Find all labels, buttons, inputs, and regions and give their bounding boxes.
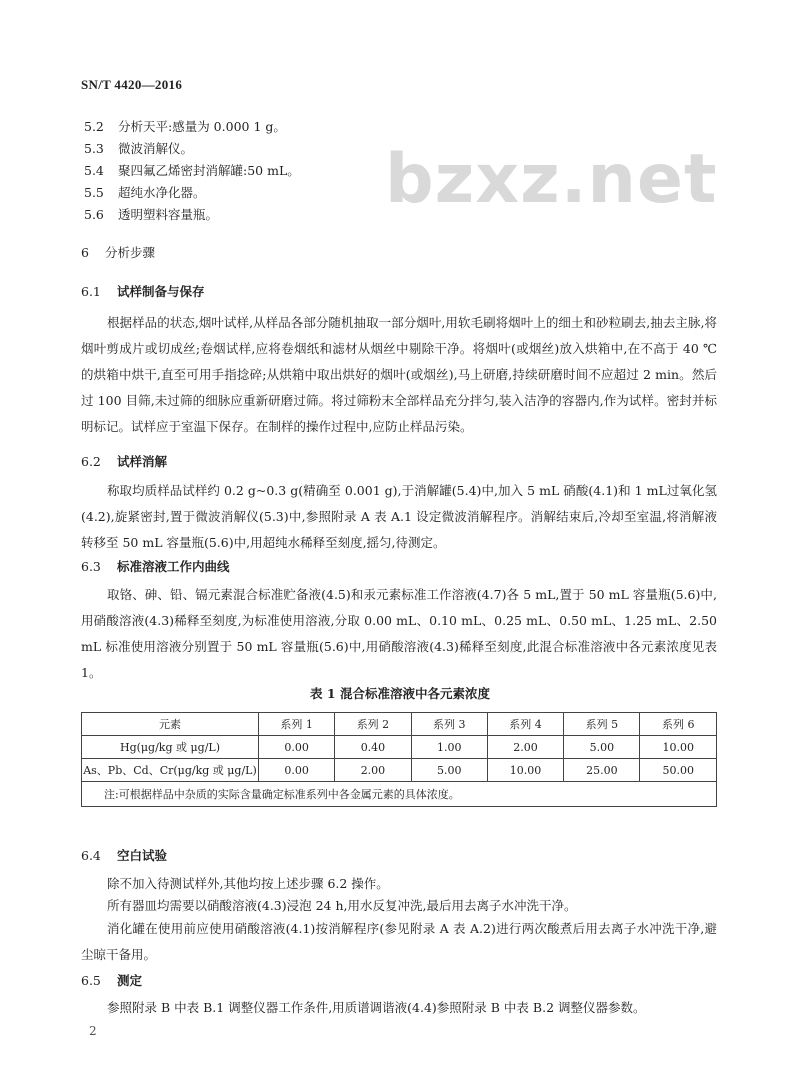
section-6-3-heading (81, 557, 230, 575)
paragraph-6-4-c: 消化罐在使用前应使用硝酸溶液(4.1)按消解程序(参见附录 A 表 A.2)进行两次酸煮后用去离子水冲洗干净,避尘晾干备用。 (81, 921, 717, 962)
table-header-cell: 系列 3 (411, 713, 487, 736)
section-6-2-heading (81, 452, 167, 470)
item-text: 透明塑料容量瓶。 (118, 207, 219, 222)
table-cell: 0.00 (259, 736, 335, 759)
section-number: 6 (81, 245, 89, 260)
item-text: 分析天平:感量为 0.000 1 g。 (118, 119, 286, 134)
table-cell: 2.00 (487, 736, 563, 759)
table-row (82, 759, 717, 782)
table-cell: 0.00 (259, 759, 335, 782)
table-cell: 0.40 (335, 736, 411, 759)
table-header-cell: 系列 2 (335, 713, 411, 736)
section-number: 6.1 (81, 284, 101, 299)
table-note-row (82, 782, 717, 807)
section-number: 6.2 (81, 454, 101, 469)
table-cell: Hg(μg/kg 或 μg/L) (82, 736, 259, 759)
table-title: 表 1 混合标准溶液中各元素浓度 (310, 686, 490, 701)
table-cell: 10.00 (487, 759, 563, 782)
table-header-cell: 系列 4 (487, 713, 563, 736)
paragraph-6-2: 称取均质样品试样约 0.2 g~0.3 g(精确至 0.001 g),于消解罐(5.4)中,加入 5 mL 硝酸(4.1)和 1 mL过氧化氢(4.2),旋紧密封,置于微波消解仪(5.3)中,参照附录 A 表 A.1 设定微波消解程序。消解结束后,冷却至室温,将消解液转移至 50 mL 容量瓶(5.6)中,用超纯水稀释至刻度,摇匀,待测定。 (81, 483, 717, 550)
page-number: 2 (89, 1024, 97, 1038)
item-number: 5.5 (84, 185, 104, 200)
table-row (82, 736, 717, 759)
table-cell: 5.00 (564, 736, 640, 759)
paragraph-6-4-b: 所有器皿均需要以硝酸溶液(4.3)浸泡 24 h,用水反复冲洗,最后用去离子水冲洗干净。 (107, 898, 577, 913)
list-item (84, 205, 218, 223)
document-header: SN/T 4420—2016 (81, 77, 183, 92)
table-note: 注:可根据样品中杂质的实际含量确定标准系列中各金属元素的具体浓度。 (82, 782, 717, 807)
paragraph-6-3: 取铬、砷、铅、镉元素混合标准贮备液(4.5)和汞元素标准工作溶液(4.7)各 5 mL,置于 50 mL 容量瓶(5.6)中,用硝酸溶液(4.3)稀释至刻度,为标准使用溶液,分取 0.00 mL、0.10 mL、0.25 mL、0.50 mL、1.25 mL、2.50 mL 标准使用溶液分别置于 50 mL 容量瓶(5.6)中,用硝酸溶液(4.3)稀释至刻度,此混合标准溶液中各元素浓度见表 1。 (81, 587, 717, 680)
table-header-cell: 元素 (82, 713, 259, 736)
list-item (84, 139, 193, 157)
table-cell: 50.00 (640, 759, 717, 782)
table-cell: 25.00 (564, 759, 640, 782)
table-header-cell: 系列 1 (259, 713, 335, 736)
section-number: 6.5 (81, 973, 101, 988)
table-cell: 1.00 (411, 736, 487, 759)
paragraph-6-1: 根据样品的状态,烟叶试样,从样品各部分随机抽取一部分烟叶,用软毛刷将烟叶上的细土和砂粒刷去,抽去主脉,将烟叶剪成片或切成丝;卷烟试样,应将卷烟纸和滤材从烟丝中剔除干净。将烟叶(或烟丝)放入烘箱中,在不高于 40 ℃ 的烘箱中烘干,直至可用手指捻碎;从烘箱中取出烘好的烟叶(或烟丝),马上研磨,持续研磨时间不应超过 2 min。然后过 100 目筛,未过筛的细脉应重新研磨过筛。将过筛粉末全部样品充分拌匀,装入洁净的容器内,作为试样。密封并标明标记。试样应于室温下保存。在制样的操作过程中,应防止样品污染。 (81, 315, 717, 434)
table-cell: 10.00 (640, 736, 717, 759)
watermark: bzxz.net (385, 140, 718, 219)
table-header-row (82, 713, 717, 736)
section-title: 空白试验 (117, 848, 168, 863)
list-item (84, 183, 206, 201)
paragraph-6-4-a: 除不加入待测试样外,其他均按上述步骤 6.2 操作。 (107, 876, 389, 891)
table-cell: As、Pb、Cd、Cr(μg/kg 或 μg/L) (82, 759, 259, 782)
item-number: 5.2 (84, 119, 104, 134)
table-cell: 2.00 (335, 759, 411, 782)
table-cell: 5.00 (411, 759, 487, 782)
section-number: 6.4 (81, 848, 101, 863)
section-title: 分析步骤 (105, 245, 156, 260)
item-text: 微波消解仪。 (118, 141, 194, 156)
section-title: 试样制备与保存 (117, 284, 205, 299)
item-number: 5.4 (84, 163, 104, 178)
item-text: 聚四氟乙烯密封消解罐:50 mL。 (118, 163, 300, 178)
item-number: 5.6 (84, 207, 104, 222)
table-header-cell: 系列 6 (640, 713, 717, 736)
item-text: 超纯水净化器。 (118, 185, 206, 200)
section-6-4-heading (81, 846, 167, 864)
paragraph-6-5: 参照附录 B 中表 B.1 调整仪器工作条件,用质谱调谐液(4.4)参照附录 B 中表 B.2 调整仪器参数。 (107, 1000, 646, 1015)
section-title: 测定 (117, 973, 143, 988)
concentration-table (81, 712, 717, 807)
list-item (84, 117, 286, 135)
list-item (84, 161, 300, 179)
section-6-5-heading (81, 971, 142, 989)
section-6-heading (81, 243, 155, 261)
section-6-1-heading (81, 282, 205, 300)
section-number: 6.3 (81, 559, 101, 574)
section-title: 标准溶液工作内曲线 (117, 559, 230, 574)
section-title: 试样消解 (117, 454, 168, 469)
item-number: 5.3 (84, 141, 104, 156)
table-header-cell: 系列 5 (564, 713, 640, 736)
